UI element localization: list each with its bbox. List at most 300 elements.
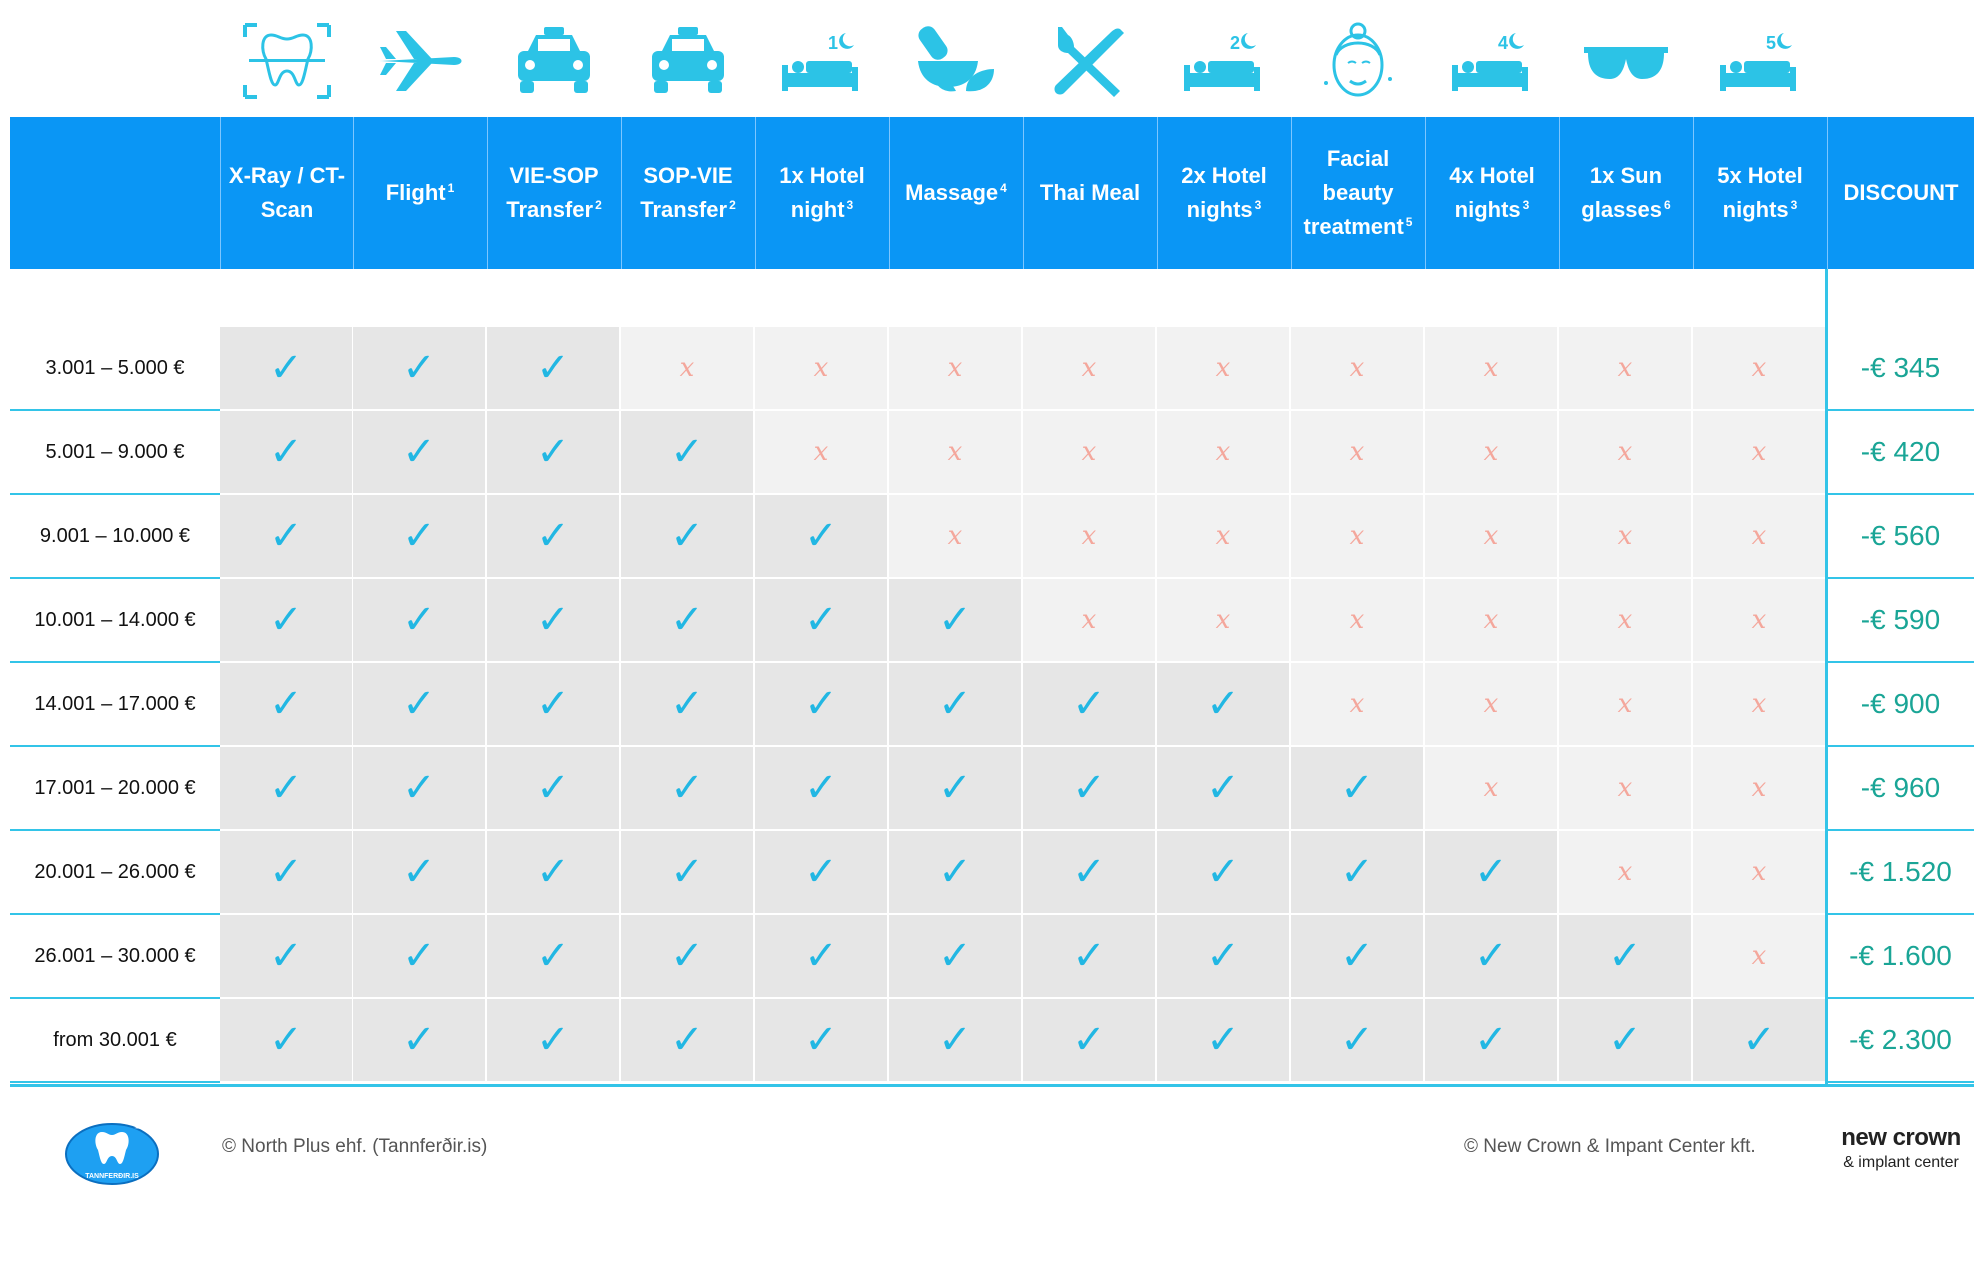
column-header-line: VIE-SOP xyxy=(509,162,599,188)
price-range: 17.001 – 20.000 € xyxy=(10,747,220,831)
sunglasses-icon xyxy=(1559,16,1693,106)
footnote-marker: 1 xyxy=(447,180,455,195)
cross-icon: x xyxy=(1081,437,1097,467)
check-icon: ✓ xyxy=(670,765,704,811)
check-icon: ✓ xyxy=(1608,1017,1642,1063)
check-icon: ✓ xyxy=(804,681,838,727)
included-cell xyxy=(487,747,619,829)
included-cell xyxy=(1559,999,1691,1081)
check-icon: ✓ xyxy=(1206,765,1240,811)
column-header-line: nights xyxy=(1454,197,1521,222)
column-header-line: SOP-VIE xyxy=(643,162,733,188)
column-header-line: Transfer xyxy=(506,197,594,222)
price-range: 10.001 – 14.000 € xyxy=(10,579,220,663)
column-header-line: 1x Hotel xyxy=(779,162,865,188)
included-cell xyxy=(1291,915,1423,997)
column-header-line: night xyxy=(790,197,845,222)
check-icon: ✓ xyxy=(1474,849,1508,895)
price-range: 20.001 – 26.000 € xyxy=(10,831,220,915)
excluded-cell xyxy=(1291,663,1423,745)
check-icon: ✓ xyxy=(536,849,570,895)
footnote-marker: 2 xyxy=(729,197,736,212)
table-row xyxy=(10,579,1974,663)
cross-icon: x xyxy=(1617,521,1633,551)
price-range: 3.001 – 5.000 € xyxy=(10,327,220,411)
cross-icon: x xyxy=(813,437,829,467)
check-icon: ✓ xyxy=(1206,849,1240,895)
included-cell xyxy=(1425,831,1557,913)
taxi-icon xyxy=(487,16,621,106)
price-range: 26.001 – 30.000 € xyxy=(10,915,220,999)
included-cell xyxy=(1693,999,1825,1081)
check-icon: ✓ xyxy=(402,933,436,979)
included-cell xyxy=(1023,999,1155,1081)
excluded-cell xyxy=(1559,747,1691,829)
included-cell xyxy=(1157,663,1289,745)
included-cell xyxy=(220,663,352,745)
footnote-marker: 2 xyxy=(595,197,602,212)
check-icon: ✓ xyxy=(804,513,838,559)
included-cell xyxy=(220,579,352,661)
excluded-cell xyxy=(1693,915,1825,997)
excluded-cell xyxy=(755,327,887,409)
included-cell xyxy=(487,579,619,661)
included-cell xyxy=(755,579,887,661)
included-cell xyxy=(755,495,887,577)
excluded-cell xyxy=(1425,579,1557,661)
column-header-line: beauty xyxy=(1322,179,1394,205)
check-icon: ✓ xyxy=(402,681,436,727)
check-icon: ✓ xyxy=(804,597,838,643)
included-cell xyxy=(220,747,352,829)
cross-icon: x xyxy=(1751,437,1767,467)
included-cell xyxy=(621,411,753,493)
included-cell xyxy=(353,831,485,913)
excluded-cell xyxy=(1291,495,1423,577)
excluded-cell xyxy=(755,411,887,493)
included-cell xyxy=(1559,915,1691,997)
check-icon: ✓ xyxy=(1340,1017,1374,1063)
included-cell xyxy=(755,663,887,745)
check-icon: ✓ xyxy=(1340,849,1374,895)
excluded-cell xyxy=(1693,747,1825,829)
included-cell xyxy=(1023,747,1155,829)
included-cell xyxy=(755,999,887,1081)
cross-icon: x xyxy=(1349,689,1365,719)
included-cell xyxy=(353,495,485,577)
excluded-cell xyxy=(1291,327,1423,409)
cross-icon: x xyxy=(1483,521,1499,551)
column-header xyxy=(889,117,1022,269)
check-icon: ✓ xyxy=(1742,1017,1776,1063)
check-icon: ✓ xyxy=(804,849,838,895)
included-cell xyxy=(621,999,753,1081)
new-crown-logo-name: new crown xyxy=(1841,1124,1961,1151)
cross-icon: x xyxy=(1483,773,1499,803)
cross-icon: x xyxy=(1751,689,1767,719)
cross-icon: x xyxy=(1483,605,1499,635)
check-icon: ✓ xyxy=(536,597,570,643)
cross-icon: x xyxy=(1617,605,1633,635)
cross-icon: x xyxy=(1215,437,1231,467)
table-row xyxy=(10,327,1974,411)
discount-value: -€ 345 xyxy=(1827,327,1974,411)
cross-icon: x xyxy=(1349,521,1365,551)
cross-icon: x xyxy=(1751,857,1767,887)
check-icon: ✓ xyxy=(670,681,704,727)
included-cell xyxy=(487,999,619,1081)
included-cell xyxy=(755,747,887,829)
price-range: 9.001 – 10.000 € xyxy=(10,495,220,579)
check-icon: ✓ xyxy=(536,345,570,391)
excluded-cell xyxy=(1425,495,1557,577)
excluded-cell xyxy=(1425,747,1557,829)
check-icon: ✓ xyxy=(670,849,704,895)
discount-value: -€ 960 xyxy=(1827,747,1974,831)
check-icon: ✓ xyxy=(938,933,972,979)
column-header-line: 2x Hotel xyxy=(1181,162,1267,188)
svg-text:1: 1 xyxy=(828,33,839,53)
check-icon: ✓ xyxy=(670,597,704,643)
included-cell xyxy=(889,663,1021,745)
included-cell xyxy=(621,915,753,997)
cross-icon: x xyxy=(1617,773,1633,803)
discount-value: -€ 1.520 xyxy=(1827,831,1974,915)
column-header xyxy=(1157,117,1290,269)
included-cell xyxy=(487,327,619,409)
check-icon: ✓ xyxy=(1072,1017,1106,1063)
tannferdir-logo-text: TANNFERÐIR.IS xyxy=(85,1173,139,1180)
included-cell xyxy=(487,915,619,997)
column-header-line: nights xyxy=(1186,197,1253,222)
check-icon: ✓ xyxy=(269,681,303,727)
table-row xyxy=(10,663,1974,747)
excluded-cell xyxy=(1693,663,1825,745)
tooth-xray-icon xyxy=(220,16,354,106)
cross-icon: x xyxy=(1483,353,1499,383)
column-header-line: 1x Sun xyxy=(1589,162,1663,188)
included-cell xyxy=(220,831,352,913)
excluded-cell xyxy=(1425,411,1557,493)
excluded-cell xyxy=(1693,831,1825,913)
table-row xyxy=(10,411,1974,495)
discount-value: -€ 560 xyxy=(1827,495,1974,579)
included-cell xyxy=(1023,663,1155,745)
column-header-line: Transfer xyxy=(640,197,728,222)
cross-icon: x xyxy=(1081,353,1097,383)
check-icon: ✓ xyxy=(536,765,570,811)
excluded-cell xyxy=(889,327,1021,409)
included-cell xyxy=(487,831,619,913)
footnote-marker: 5 xyxy=(1405,214,1413,229)
check-icon: ✓ xyxy=(938,597,972,643)
svg-text:2: 2 xyxy=(1230,33,1241,53)
check-icon: ✓ xyxy=(1206,681,1240,727)
included-cell xyxy=(621,663,753,745)
new-crown-logo xyxy=(1826,1124,1976,1172)
column-header xyxy=(1693,117,1826,269)
footnote-marker: 3 xyxy=(1790,197,1798,212)
included-cell xyxy=(353,327,485,409)
included-cell xyxy=(889,999,1021,1081)
table-bottom-line xyxy=(10,1084,1974,1087)
excluded-cell xyxy=(1693,579,1825,661)
cross-icon: x xyxy=(1349,437,1365,467)
hotel-bed-2-nights-icon xyxy=(1157,16,1291,106)
new-crown-copyright: © New Crown & Impant Center kft. xyxy=(1464,1136,1756,1157)
cross-icon: x xyxy=(947,437,963,467)
header-spacer xyxy=(10,269,1974,327)
check-icon: ✓ xyxy=(1206,933,1240,979)
cross-icon: x xyxy=(1751,605,1767,635)
included-cell xyxy=(1291,999,1423,1081)
included-cell xyxy=(621,831,753,913)
footer xyxy=(0,1110,1982,1190)
cross-icon: x xyxy=(1081,605,1097,635)
price-range: 14.001 – 17.000 € xyxy=(10,663,220,747)
column-header-line: Flight xyxy=(385,179,446,205)
price-range: from 30.001 € xyxy=(10,999,220,1083)
check-icon: ✓ xyxy=(804,1017,838,1063)
check-icon: ✓ xyxy=(269,513,303,559)
footnote-marker: 3 xyxy=(846,197,854,212)
discount-value: -€ 420 xyxy=(1827,411,1974,495)
discount-divider-line xyxy=(1825,269,1828,1084)
included-cell xyxy=(1157,999,1289,1081)
included-cell xyxy=(1291,831,1423,913)
excluded-cell xyxy=(1693,495,1825,577)
included-cell xyxy=(353,411,485,493)
check-icon: ✓ xyxy=(402,1017,436,1063)
included-cell xyxy=(353,663,485,745)
included-cell xyxy=(621,579,753,661)
column-header-line: Thai Meal xyxy=(1039,179,1141,205)
fork-knife-icon xyxy=(1023,16,1157,106)
check-icon: ✓ xyxy=(1608,933,1642,979)
excluded-cell xyxy=(1559,495,1691,577)
included-cell xyxy=(889,579,1021,661)
included-cell xyxy=(220,999,352,1081)
table-row xyxy=(10,915,1974,999)
excluded-cell xyxy=(1023,411,1155,493)
check-icon: ✓ xyxy=(402,597,436,643)
check-icon: ✓ xyxy=(269,429,303,475)
included-cell xyxy=(353,579,485,661)
check-icon: ✓ xyxy=(536,681,570,727)
column-header xyxy=(1291,117,1424,269)
included-cell xyxy=(353,915,485,997)
included-cell xyxy=(1023,915,1155,997)
hotel-bed-5-nights-icon xyxy=(1693,16,1827,106)
cross-icon: x xyxy=(1617,857,1633,887)
table-row xyxy=(10,747,1974,831)
column-header-line: Scan xyxy=(260,197,314,222)
included-cell xyxy=(220,915,352,997)
check-icon: ✓ xyxy=(938,681,972,727)
check-icon: ✓ xyxy=(670,429,704,475)
cross-icon: x xyxy=(1617,353,1633,383)
excluded-cell xyxy=(1157,411,1289,493)
column-header xyxy=(1023,117,1156,269)
included-cell xyxy=(220,327,352,409)
new-crown-logo-subtitle: & implant center xyxy=(1843,1154,1959,1171)
included-cell xyxy=(755,915,887,997)
excluded-cell xyxy=(1425,327,1557,409)
column-header xyxy=(220,117,353,269)
check-icon: ✓ xyxy=(402,849,436,895)
included-cell xyxy=(1157,831,1289,913)
check-icon: ✓ xyxy=(804,933,838,979)
mortar-pestle-icon xyxy=(889,16,1023,106)
face-icon xyxy=(1291,16,1425,106)
check-icon: ✓ xyxy=(269,597,303,643)
included-cell xyxy=(1157,747,1289,829)
check-icon: ✓ xyxy=(1206,1017,1240,1063)
cross-icon: x xyxy=(1751,773,1767,803)
excluded-cell xyxy=(1693,411,1825,493)
check-icon: ✓ xyxy=(938,1017,972,1063)
check-icon: ✓ xyxy=(1072,933,1106,979)
table-row xyxy=(10,999,1974,1083)
included-cell xyxy=(1425,915,1557,997)
excluded-cell xyxy=(889,495,1021,577)
check-icon: ✓ xyxy=(938,765,972,811)
footnote-marker: 3 xyxy=(1254,197,1262,212)
excluded-cell xyxy=(1023,327,1155,409)
included-cell xyxy=(220,495,352,577)
excluded-cell xyxy=(1559,579,1691,661)
included-cell xyxy=(1023,831,1155,913)
cross-icon: x xyxy=(1349,353,1365,383)
check-icon: ✓ xyxy=(269,345,303,391)
check-icon: ✓ xyxy=(1072,849,1106,895)
cross-icon: x xyxy=(813,353,829,383)
included-cell xyxy=(220,411,352,493)
cross-icon: x xyxy=(1751,941,1767,971)
included-cell xyxy=(487,411,619,493)
check-icon: ✓ xyxy=(269,933,303,979)
cross-icon: x xyxy=(1617,437,1633,467)
excluded-cell xyxy=(1559,663,1691,745)
check-icon: ✓ xyxy=(269,1017,303,1063)
excluded-cell xyxy=(1157,495,1289,577)
column-header-line: 5x Hotel xyxy=(1717,162,1803,188)
hotel-bed-4-nights-icon xyxy=(1425,16,1559,106)
included-cell xyxy=(889,915,1021,997)
cross-icon: x xyxy=(1349,605,1365,635)
column-header xyxy=(1425,117,1558,269)
column-header xyxy=(755,117,888,269)
included-cell xyxy=(353,747,485,829)
cross-icon: x xyxy=(1215,605,1231,635)
cross-icon: x xyxy=(1483,689,1499,719)
cross-icon: x xyxy=(679,353,695,383)
cross-icon: x xyxy=(1215,353,1231,383)
check-icon: ✓ xyxy=(536,933,570,979)
north-plus-copyright: © North Plus ehf. (Tannferðir.is) xyxy=(222,1136,488,1157)
column-header-line: Massage xyxy=(905,179,999,205)
discount-value: -€ 900 xyxy=(1827,663,1974,747)
check-icon: ✓ xyxy=(536,429,570,475)
discount-column-header: DISCOUNT xyxy=(1827,117,1974,269)
table-header xyxy=(10,117,1974,269)
discount-value: -€ 590 xyxy=(1827,579,1974,663)
discount-value: -€ 1.600 xyxy=(1827,915,1974,999)
check-icon: ✓ xyxy=(1340,765,1374,811)
column-header xyxy=(353,117,486,269)
cross-icon: x xyxy=(1751,521,1767,551)
check-icon: ✓ xyxy=(670,513,704,559)
excluded-cell xyxy=(621,327,753,409)
price-range: 5.001 – 9.000 € xyxy=(10,411,220,495)
cross-icon: x xyxy=(1751,353,1767,383)
cross-icon: x xyxy=(947,521,963,551)
excluded-cell xyxy=(1559,411,1691,493)
excluded-cell xyxy=(1559,831,1691,913)
column-header-line: Facial xyxy=(1326,145,1390,171)
excluded-cell xyxy=(889,411,1021,493)
check-icon: ✓ xyxy=(1474,1017,1508,1063)
check-icon: ✓ xyxy=(1474,933,1508,979)
included-cell xyxy=(755,831,887,913)
included-cell xyxy=(1425,999,1557,1081)
svg-text:5: 5 xyxy=(1766,33,1777,53)
table-row xyxy=(10,495,1974,579)
svg-text:4: 4 xyxy=(1498,33,1509,53)
service-icons-row xyxy=(0,0,1982,117)
check-icon: ✓ xyxy=(1072,765,1106,811)
column-header-line: treatment xyxy=(1303,214,1404,240)
excluded-cell xyxy=(1023,579,1155,661)
included-cell xyxy=(487,663,619,745)
excluded-cell xyxy=(1425,663,1557,745)
included-cell xyxy=(1157,915,1289,997)
column-header-line: glasses xyxy=(1581,197,1663,222)
column-header-line: nights xyxy=(1722,197,1789,222)
check-icon: ✓ xyxy=(402,513,436,559)
column-header-line: X-Ray / CT- xyxy=(228,162,346,188)
included-cell xyxy=(621,495,753,577)
check-icon: ✓ xyxy=(402,345,436,391)
excluded-cell xyxy=(1291,411,1423,493)
check-icon: ✓ xyxy=(269,849,303,895)
included-cell xyxy=(353,999,485,1081)
cross-icon: x xyxy=(1483,437,1499,467)
check-icon: ✓ xyxy=(402,765,436,811)
excluded-cell xyxy=(1559,327,1691,409)
table-row xyxy=(10,831,1974,915)
excluded-cell xyxy=(1157,327,1289,409)
excluded-cell xyxy=(1023,495,1155,577)
check-icon: ✓ xyxy=(536,1017,570,1063)
cross-icon: x xyxy=(947,353,963,383)
check-icon: ✓ xyxy=(536,513,570,559)
check-icon: ✓ xyxy=(402,429,436,475)
check-icon: ✓ xyxy=(938,849,972,895)
check-icon: ✓ xyxy=(1340,933,1374,979)
cross-icon: x xyxy=(1215,521,1231,551)
included-cell xyxy=(889,831,1021,913)
footnote-marker: 3 xyxy=(1522,197,1530,212)
tannferdir-logo xyxy=(64,1118,164,1191)
check-icon: ✓ xyxy=(269,765,303,811)
column-header xyxy=(1559,117,1692,269)
check-icon: ✓ xyxy=(804,765,838,811)
footnote-marker: 4 xyxy=(1000,180,1007,195)
airplane-icon xyxy=(353,16,487,106)
excluded-cell xyxy=(1291,579,1423,661)
discount-value: -€ 2.300 xyxy=(1827,999,1974,1083)
